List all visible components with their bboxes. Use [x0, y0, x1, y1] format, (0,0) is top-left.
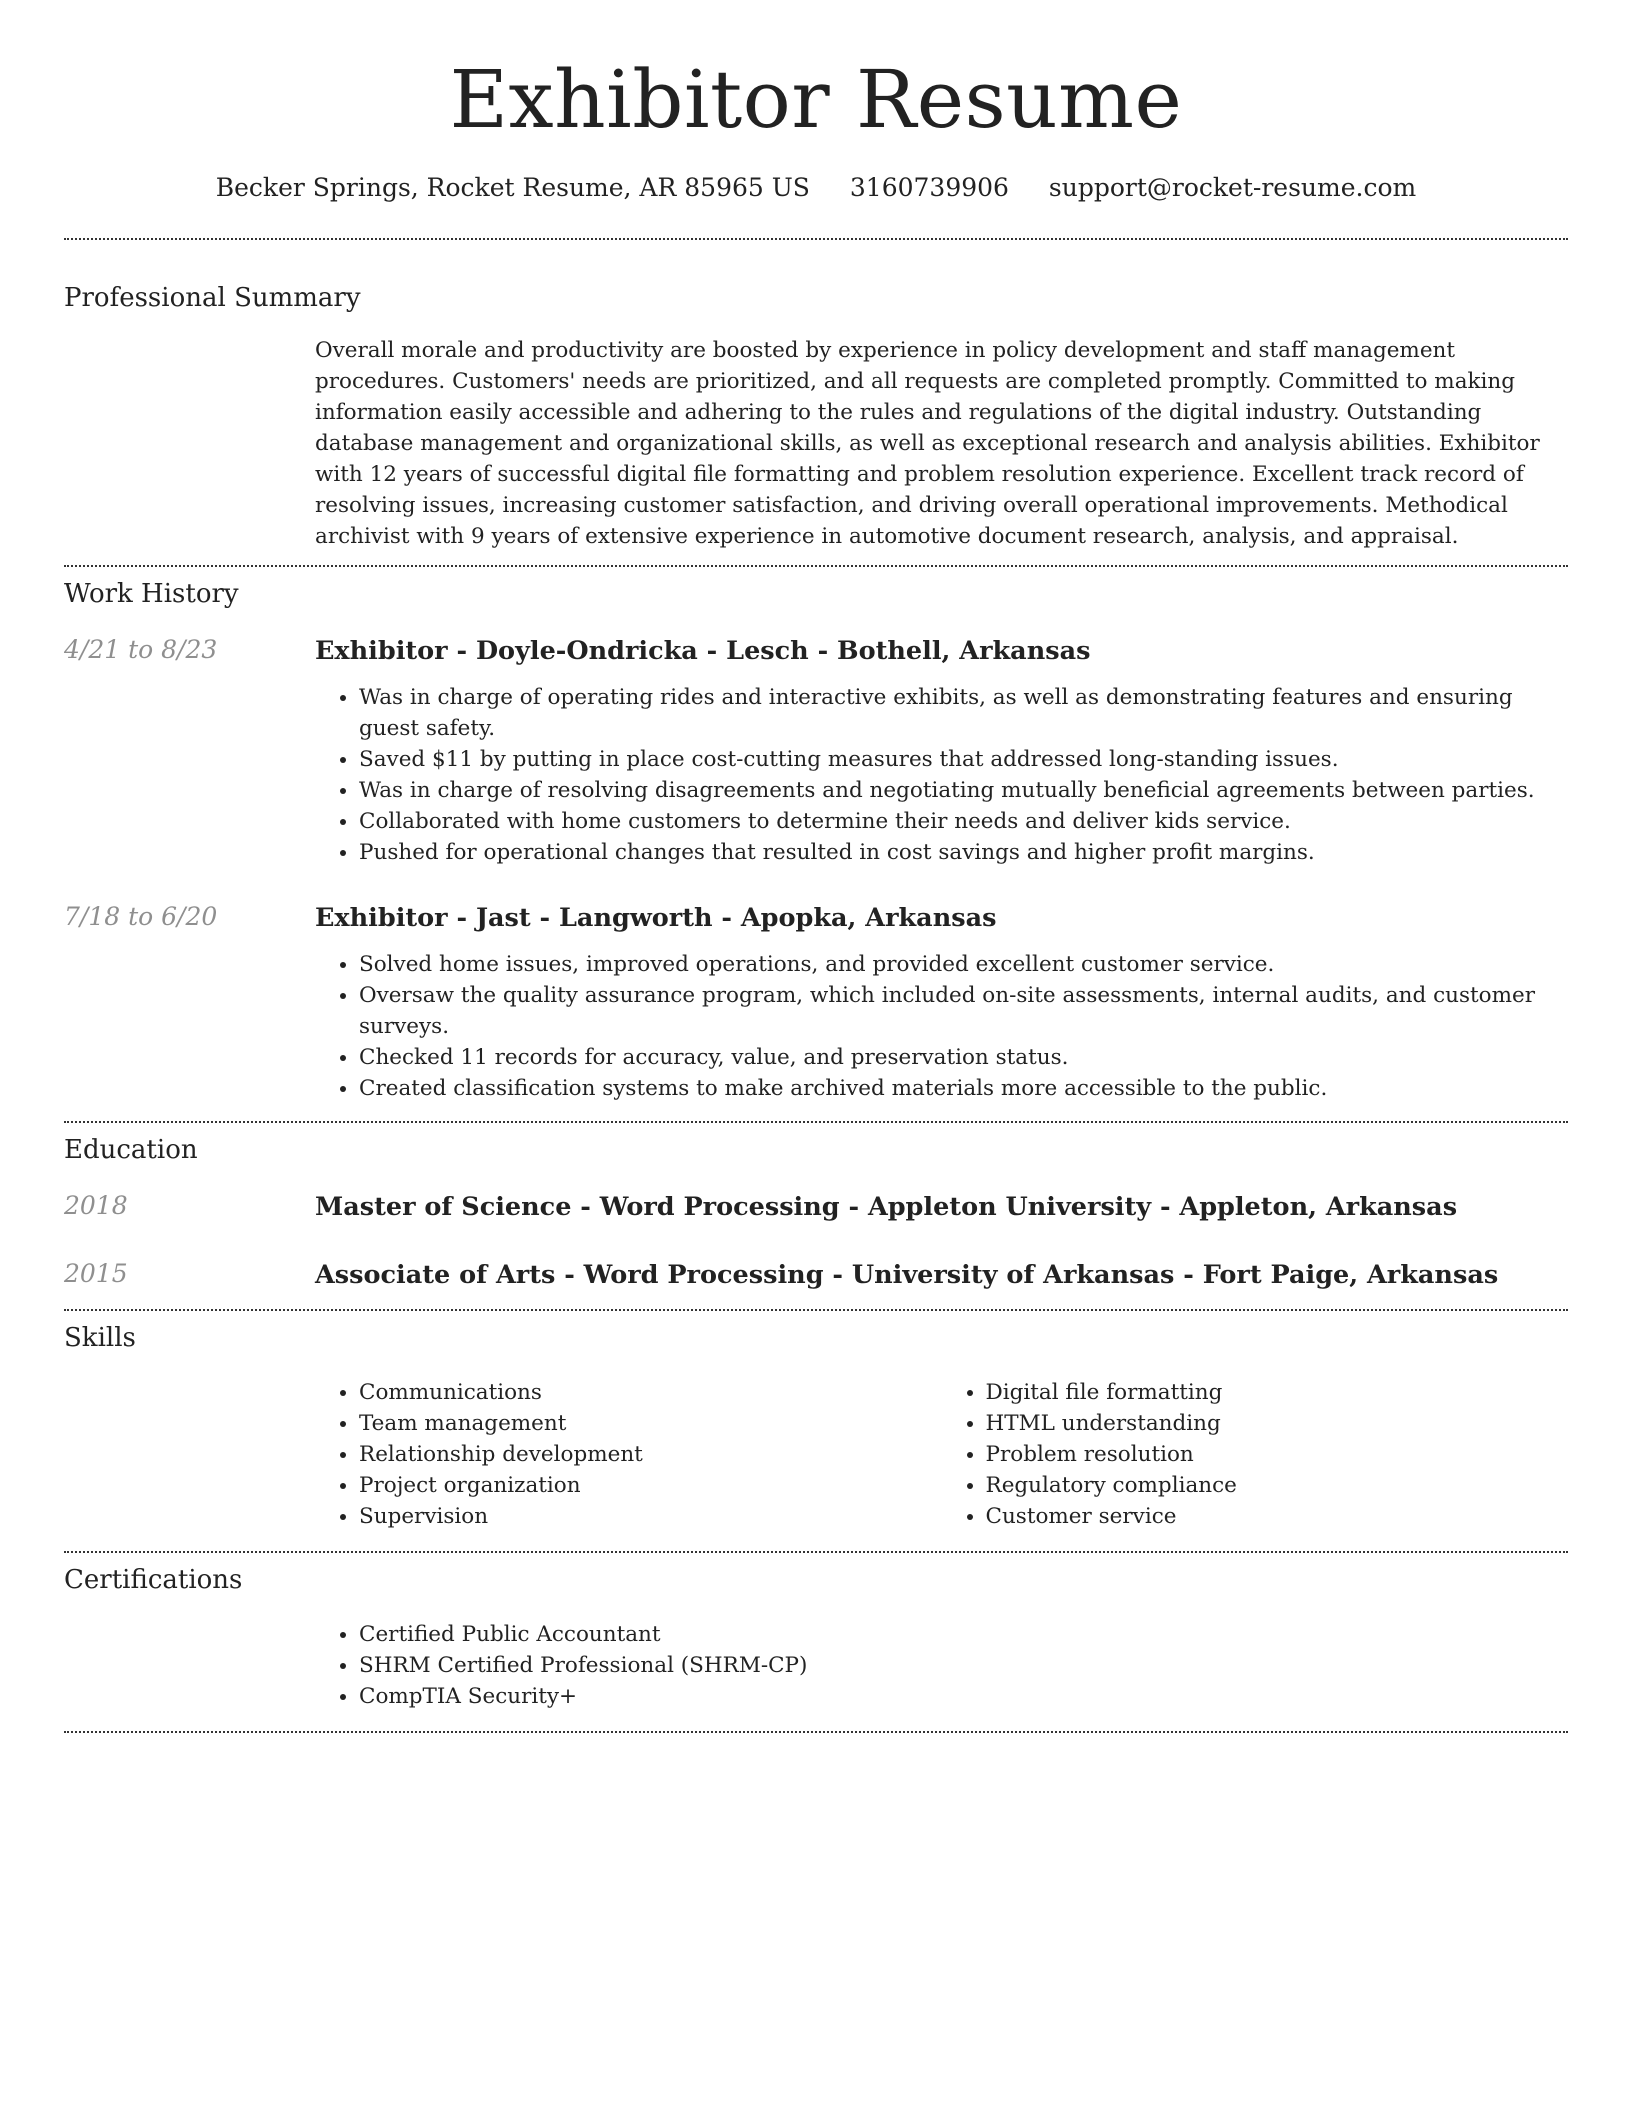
list-item: • CompTIA Security+: [359, 1681, 1568, 1712]
education-year: 2015: [64, 1259, 128, 1288]
list-item: • Digital file formatting: [986, 1377, 1569, 1408]
list-item: • Problem resolution: [986, 1439, 1569, 1470]
summary-text: Overall morale and productivity are boosted by experience in policy development and staff management procedures. Customers' needs are prioritized, and all requests are completed promptly. Committed to making information easily accessible and adhering to the rules and regulations of the digital industry. Outstanding database management and organizational skills, as well as exceptional research and analysis abilities. Exhibitor with 12 years of successful digital file formatting and problem resolution experience. Excellent track record of resolving issues, increasing customer satisfaction, and driving overall operational improvements. Methodical archivist with 9 years of extensive experience in automotive document research, analysis, and appraisal.: [315, 338, 1540, 549]
job-heading: Exhibitor - Jast - Langworth - Apopka, Arkansas: [315, 903, 997, 933]
job-entry: [64, 902, 1568, 1104]
list-item: • Solved home issues, improved operations, and provided excellent customer service.: [359, 949, 1568, 980]
job-dates: 4/21 to 8/23: [64, 635, 218, 664]
list-item: • Relationship development: [359, 1439, 942, 1470]
section-title-work: Work History: [64, 579, 239, 609]
list-item: • Pushed for operational changes that resulted in cost savings and higher profit margins.: [359, 837, 1568, 868]
list-item: • Collaborated with home customers to determine their needs and deliver kids service.: [359, 806, 1568, 837]
job-entry: [64, 635, 1568, 868]
list-item: • SHRM Certified Professional (SHRM-CP): [359, 1650, 1568, 1681]
job-dates: 7/18 to 6/20: [64, 902, 218, 931]
job-bullets: [315, 949, 1568, 1104]
section-title-summary: Professional Summary: [64, 283, 361, 313]
list-item: • HTML understanding: [986, 1408, 1569, 1439]
contact-email: support@rocket-resume.com: [1048, 173, 1417, 202]
list-item: • Supervision: [359, 1501, 942, 1532]
section-work-history: [64, 567, 1568, 1104]
education-heading: Master of Science - Word Processing - Appleton University - Appleton, Arkansas: [315, 1192, 1458, 1222]
section-skills: [64, 1311, 1568, 1532]
education-entry: [64, 1259, 1568, 1291]
contact-address: Becker Springs, Rocket Resume, AR 85965 US: [215, 173, 810, 202]
resume-page: [64, 0, 1568, 1733]
resume-title: Exhibitor Resume: [449, 53, 1183, 146]
contact-phone: 3160739906: [849, 173, 1009, 202]
skills-list-left: [315, 1377, 942, 1532]
section-education: [64, 1123, 1568, 1291]
list-item: • Communications: [359, 1377, 942, 1408]
section-title-certifications: Certifications: [64, 1565, 243, 1595]
list-item: • Regulatory compliance: [986, 1470, 1569, 1501]
list-item: • Checked 11 records for accuracy, value, and preservation status.: [359, 1042, 1568, 1073]
divider: [64, 1731, 1568, 1733]
section-certifications: [64, 1553, 1568, 1712]
certifications-list: [315, 1619, 1568, 1712]
education-year: 2018: [64, 1191, 128, 1220]
section-title-skills: Skills: [64, 1323, 136, 1353]
list-item: • Created classification systems to make archived materials more accessible to the public.: [359, 1073, 1568, 1104]
section-summary: [64, 240, 1568, 552]
contact-line: [64, 172, 1568, 204]
list-item: • Was in charge of operating rides and interactive exhibits, as well as demonstrating features and ensuring guest safety.: [359, 682, 1568, 744]
list-item: • Team management: [359, 1408, 942, 1439]
education-entry: [64, 1191, 1568, 1223]
list-item: • Was in charge of resolving disagreements and negotiating mutually beneficial agreements between parties.: [359, 775, 1568, 806]
skills-list-right: [942, 1377, 1569, 1532]
list-item: • Saved $11 by putting in place cost-cutting measures that addressed long-standing issues.: [359, 744, 1568, 775]
list-item: • Oversaw the quality assurance program, which included on-site assessments, internal audits, and customer surveys.: [359, 980, 1568, 1042]
list-item: • Project organization: [359, 1470, 942, 1501]
job-bullets: [315, 682, 1568, 868]
education-heading: Associate of Arts - Word Processing - University of Arkansas - Fort Paige, Arkansas: [315, 1260, 1499, 1290]
list-item: • Certified Public Accountant: [359, 1619, 1568, 1650]
job-heading: Exhibitor - Doyle-Ondricka - Lesch - Bothell, Arkansas: [315, 636, 1091, 666]
section-title-education: Education: [64, 1135, 198, 1165]
list-item: • Customer service: [986, 1501, 1569, 1532]
